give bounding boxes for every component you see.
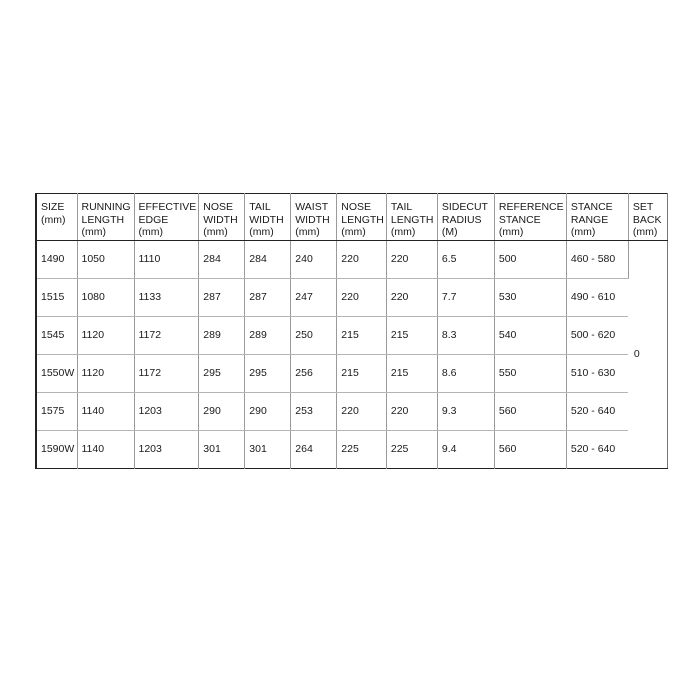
cell-stance-range: 500 - 620	[566, 317, 628, 355]
cell-tail-width: 289	[245, 317, 291, 355]
cell-stance-range: 460 - 580	[566, 241, 628, 279]
cell-nose-width: 290	[199, 393, 245, 431]
cell-reference-stance: 560	[494, 431, 566, 469]
cell-sidecut-radius: 6.5	[437, 241, 494, 279]
cell-effective-edge: 1133	[134, 279, 199, 317]
cell-running-length: 1140	[77, 431, 134, 469]
cell-tail-length: 220	[386, 241, 437, 279]
cell-effective-edge: 1203	[134, 393, 199, 431]
table-row	[36, 317, 667, 355]
cell-effective-edge: 1172	[134, 355, 199, 393]
header-stance-range: STANCE RANGE (mm)	[566, 194, 628, 241]
cell-nose-width: 284	[199, 241, 245, 279]
cell-nose-width: 289	[199, 317, 245, 355]
cell-running-length: 1080	[77, 279, 134, 317]
cell-waist-width: 264	[291, 431, 337, 469]
header-tail-length: TAIL LENGTH (mm)	[386, 194, 437, 241]
cell-sidecut-radius: 9.4	[437, 431, 494, 469]
cell-size: 1515	[36, 279, 77, 317]
cell-nose-width: 295	[199, 355, 245, 393]
cell-waist-width: 240	[291, 241, 337, 279]
cell-tail-width: 290	[245, 393, 291, 431]
cell-reference-stance: 500	[494, 241, 566, 279]
cell-tail-width: 295	[245, 355, 291, 393]
cell-effective-edge: 1172	[134, 317, 199, 355]
header-nose-length: NOSE LENGTH (mm)	[337, 194, 387, 241]
cell-sidecut-radius: 8.3	[437, 317, 494, 355]
cell-tail-length: 220	[386, 279, 437, 317]
cell-tail-length: 220	[386, 393, 437, 431]
header-sidecut-radius: SIDECUT RADIUS (M)	[437, 194, 494, 241]
table-row	[36, 279, 667, 317]
table-row	[36, 393, 667, 431]
cell-nose-length: 215	[337, 355, 387, 393]
header-running-length: RUNNING LENGTH (mm)	[77, 194, 134, 241]
cell-running-length: 1050	[77, 241, 134, 279]
cell-tail-width: 301	[245, 431, 291, 469]
cell-stance-range: 520 - 640	[570, 443, 616, 456]
cell-stance-range: 490 - 610	[566, 279, 628, 317]
cell-reference-stance: 550	[494, 355, 566, 393]
cell-set-back: 0	[633, 348, 640, 361]
table-row	[36, 431, 667, 469]
cell-stance-range: 510 - 630	[566, 355, 628, 393]
header-tail-width: TAIL WIDTH (mm)	[245, 194, 291, 241]
cell-reference-stance: 540	[494, 317, 566, 355]
cell-running-length: 1140	[77, 393, 134, 431]
cell-effective-edge: 1203	[134, 431, 199, 469]
snowboard-spec-table	[35, 193, 668, 469]
cell-nose-length: 220	[337, 393, 387, 431]
header-reference-stance: REFERENCE STANCE (mm)	[494, 194, 566, 241]
cell-effective-edge: 1110	[134, 241, 199, 279]
header-waist-width: WAIST WIDTH (mm)	[291, 194, 337, 241]
header-effective-edge: EFFECTIVE EDGE (mm)	[134, 194, 199, 241]
cell-sidecut-radius: 7.7	[437, 279, 494, 317]
cell-nose-length: 225	[337, 431, 387, 469]
cell-tail-width: 284	[245, 241, 291, 279]
header-size: SIZE (mm)	[36, 194, 77, 241]
cell-waist-width: 256	[291, 355, 337, 393]
cell-running-length: 1120	[77, 355, 134, 393]
cell-nose-width: 287	[199, 279, 245, 317]
cell-size: 1490	[36, 241, 77, 279]
table-row	[36, 241, 667, 279]
cell-size: 1590W	[36, 431, 77, 469]
header-row	[36, 194, 667, 241]
cell-tail-width: 287	[245, 279, 291, 317]
cell-tail-length: 215	[386, 317, 437, 355]
header-set-back: SET BACK (mm)	[628, 194, 667, 241]
cell-waist-width: 247	[291, 279, 337, 317]
cell-sidecut-radius: 9.3	[437, 393, 494, 431]
cell-reference-stance: 560	[494, 393, 566, 431]
cell-size: 1550W	[36, 355, 77, 393]
cell-nose-length: 215	[337, 317, 387, 355]
cell-tail-length: 225	[386, 431, 437, 469]
cell-reference-stance: 530	[494, 279, 566, 317]
cell-running-length: 1120	[77, 317, 134, 355]
cell-stance-range: 520 - 640	[566, 393, 628, 431]
cell-nose-length: 220	[337, 241, 387, 279]
cell-nose-width: 301	[199, 431, 245, 469]
cell-tail-length: 215	[386, 355, 437, 393]
cell-size: 1545	[36, 317, 77, 355]
cell-size: 1575	[36, 393, 77, 431]
cell-waist-width: 250	[291, 317, 337, 355]
cell-sidecut-radius: 8.6	[437, 355, 494, 393]
table-row	[36, 355, 667, 393]
cell-waist-width: 253	[291, 393, 337, 431]
header-nose-width: NOSE WIDTH (mm)	[199, 194, 245, 241]
cell-nose-length: 220	[337, 279, 387, 317]
